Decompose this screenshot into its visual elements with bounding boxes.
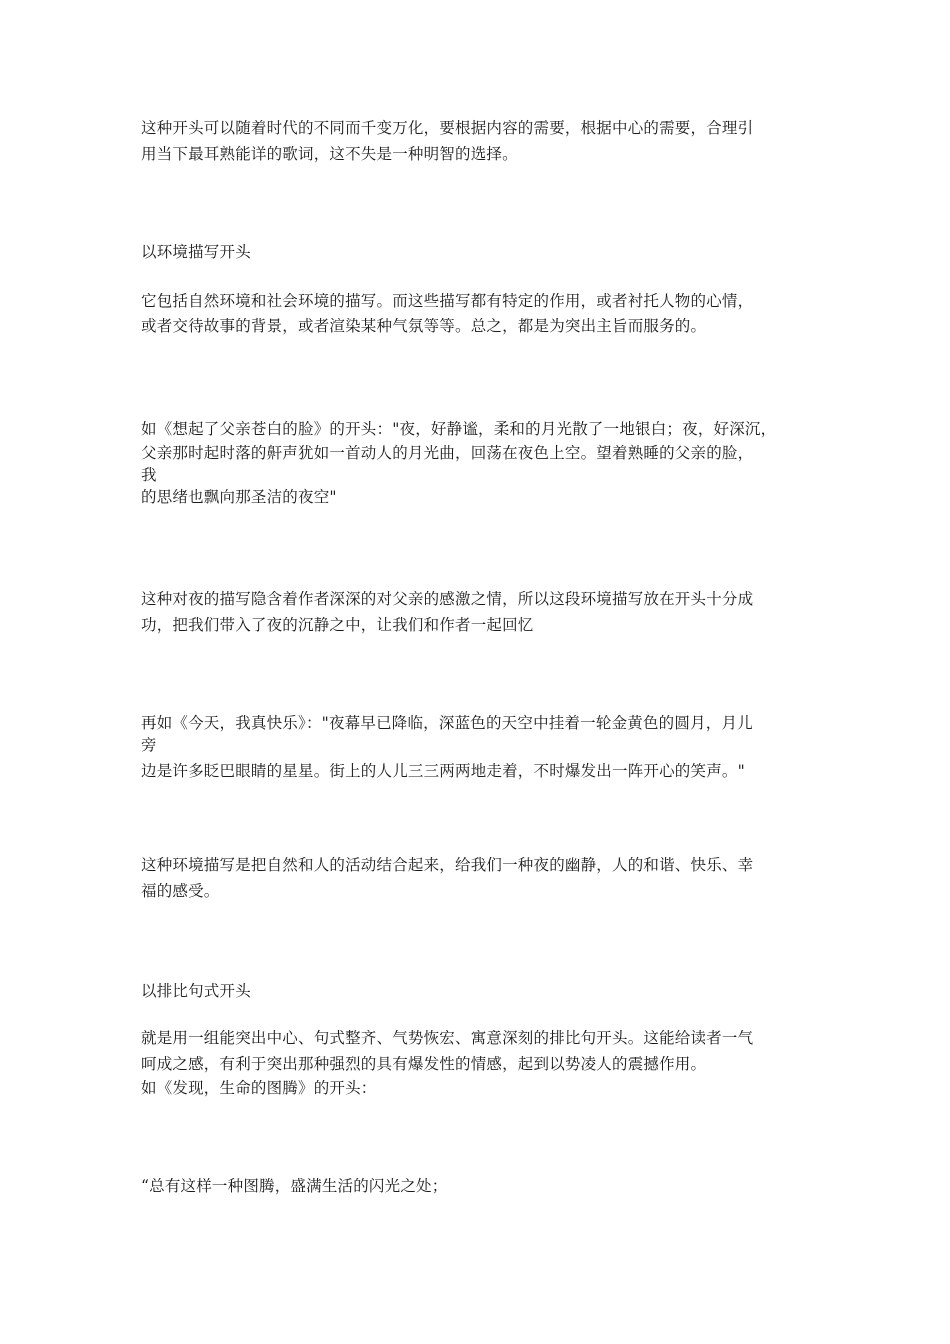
section-heading: 以环境描写开头 <box>141 243 251 261</box>
paragraph-line: 边是许多眨巴眼睛的星星。街上的人儿三三两两地走着，不时爆发出一阵开心的笑声。" <box>141 762 745 780</box>
paragraph-line: 福的感受。 <box>141 882 220 900</box>
paragraph-line: 就是用一组能突出中心、句式整齐、气势恢宏、寓意深刻的排比句开头。这能给读者一气 <box>141 1029 754 1047</box>
paragraph-line: 这种对夜的描写隐含着作者深深的对父亲的感激之情，所以这段环境描写放在开头十分成 <box>141 590 754 608</box>
paragraph-line: “总有这样一种图腾，盛满生活的闪光之处； <box>141 1177 448 1195</box>
paragraph-line: 这种开头可以随着时代的不同而千变万化，要根据内容的需要，根据中心的需要，合理引 <box>141 119 754 137</box>
paragraph-line: 功，把我们带入了夜的沉静之中，让我们和作者一起回忆 <box>141 616 534 634</box>
paragraph-line: 父亲那时起时落的鼾声犹如一首动人的月光曲，回荡在夜色上空。望着熟睡的父亲的脸， <box>141 444 754 462</box>
paragraph-line: 呵成之感，有利于突出那种强烈的具有爆发性的情感，起到以势凌人的震撼作用。 <box>141 1055 707 1073</box>
section-heading: 以排比句式开头 <box>141 982 251 1000</box>
paragraph-line: 这种环境描写是把自然和人的活动结合起来，给我们一种夜的幽静，人的和谐、快乐、幸 <box>141 856 754 874</box>
paragraph-line: 如《想起了父亲苍白的脸》的开头："夜，好静谧，柔和的月光散了一地银白；夜，好深沉， <box>141 420 777 438</box>
paragraph-line: 旁 <box>141 736 157 754</box>
paragraph-line: 再如《今天，我真快乐》："夜幕早已降临，深蓝色的天空中挂着一轮金黄色的圆月，月儿 <box>141 714 753 732</box>
paragraph-line: 或者交待故事的背景，或者渲染某种气氛等等。总之，都是为突出主旨而服务的。 <box>141 317 707 335</box>
paragraph-line: 的思绪也飘向那圣洁的夜空" <box>141 488 337 506</box>
paragraph-line: 它包括自然环境和社会环境的描写。而这些描写都有特定的作用，或者衬托人物的心情， <box>141 292 754 310</box>
paragraph-line: 如《发现，生命的图腾》的开头： <box>141 1079 377 1097</box>
paragraph-line: 用当下最耳熟能详的歌词，这不失是一种明智的选择。 <box>141 145 518 163</box>
paragraph-line: 我 <box>141 466 157 484</box>
